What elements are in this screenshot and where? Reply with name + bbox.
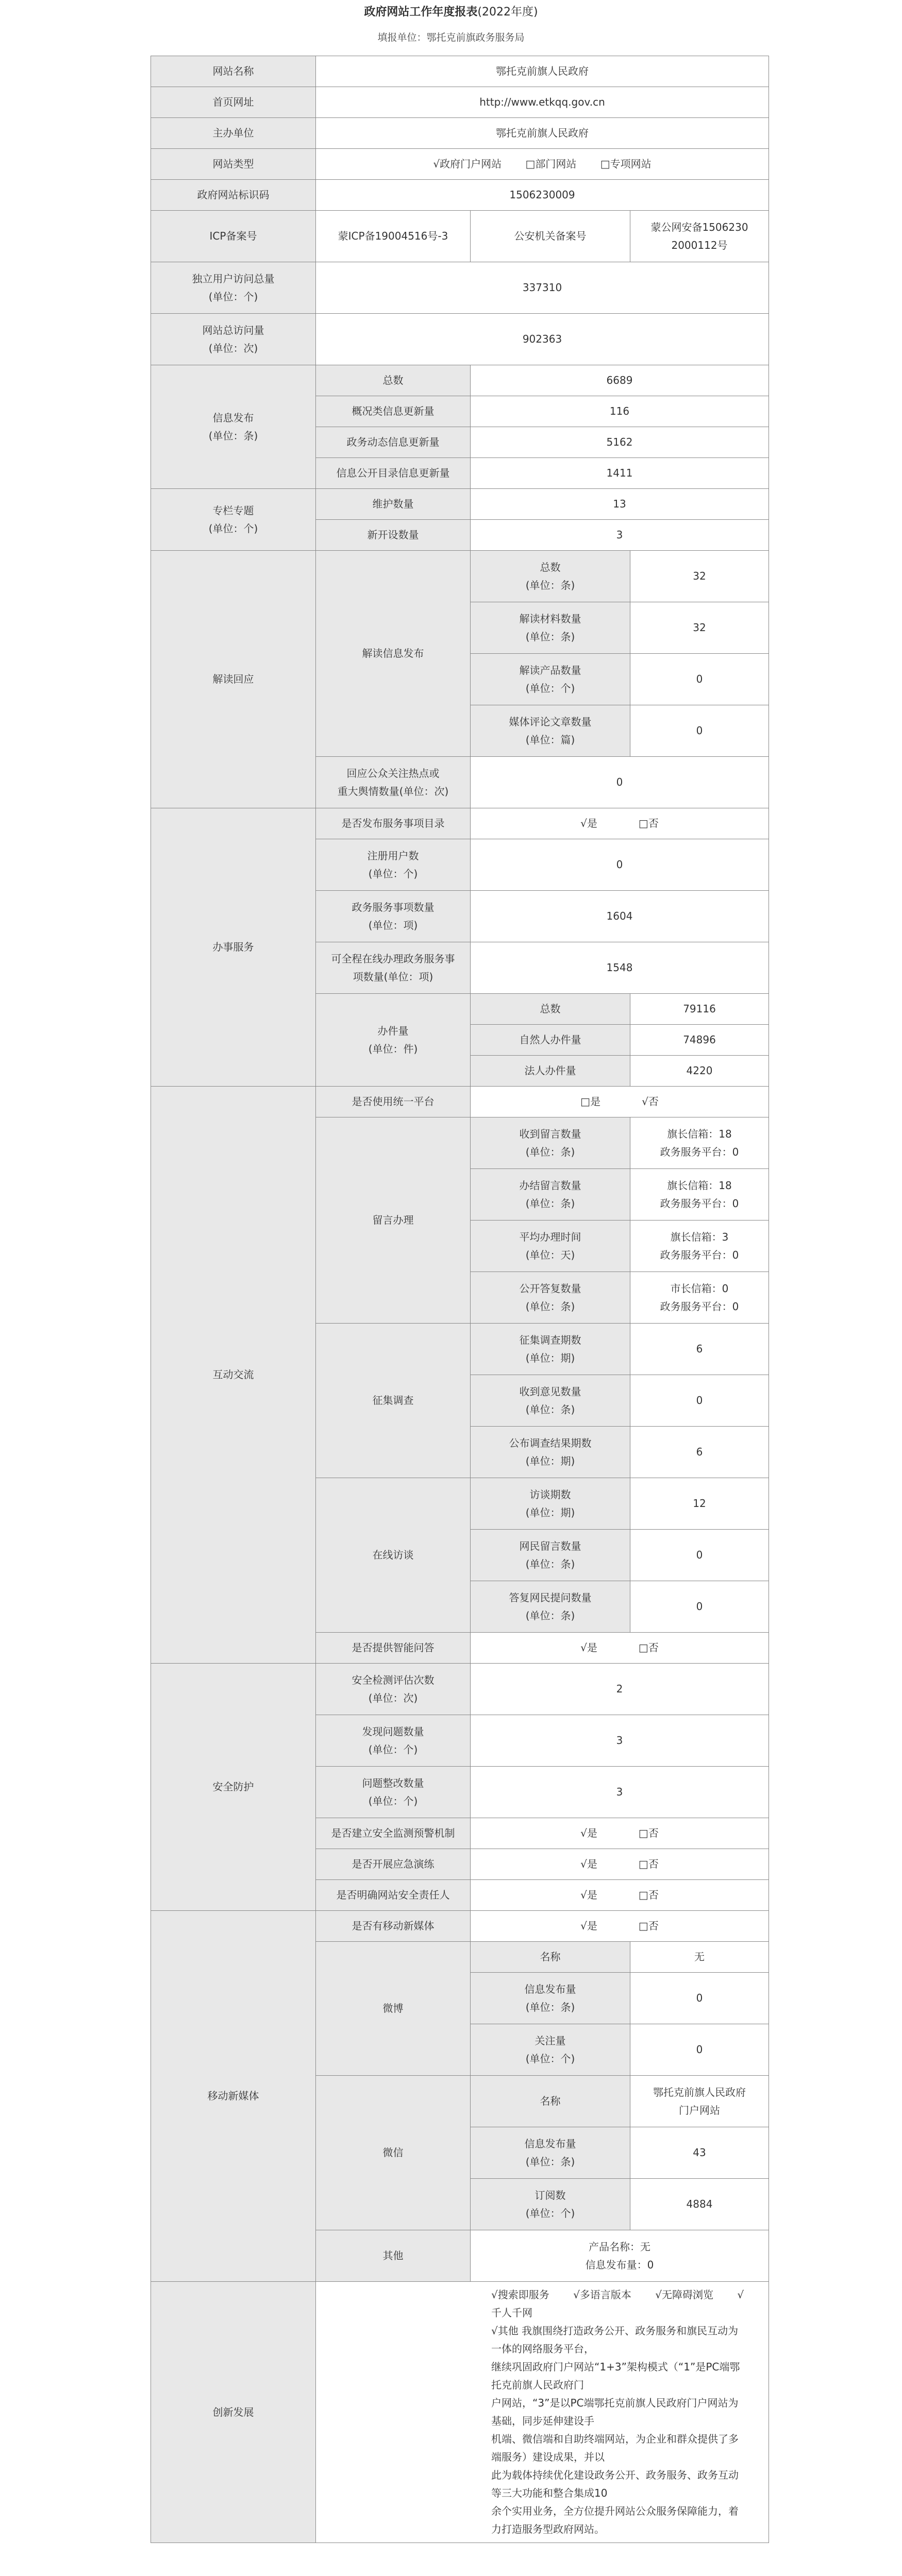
interp-row: 媒体评论文章数量 (单位：篇) 0 [151,705,769,757]
weibo-row: 微博 名称 无 [151,1942,769,1973]
option-portal: √政府门户网站 [433,158,502,170]
row-host: 主办单位 鄂托克前旗人民政府 [151,118,769,149]
mobile-other: 其他 [316,2230,471,2282]
security-yesno-row: 是否开展应急演练 √是 □否 [151,1849,769,1880]
survey-row: 征集调查 征集调查期数 (单位：期) 6 [151,1324,769,1375]
mobile-has-row: 移动新媒体 是否有移动新媒体 √是 □否 [151,1911,769,1942]
option-special: □专项网站 [600,158,652,170]
option-department: □部门网站 [525,158,577,170]
service-catalog-row: 办事服务 是否发布服务事项目录 √是 □否 [151,808,769,839]
homepage-url: http://www.etkqq.gov.cn [316,87,769,118]
online-interview: 在线访谈 [316,1478,471,1633]
survey: 征集调查 [316,1324,471,1478]
report-year: (2022年度) [477,6,538,19]
service-items-row: 政务服务事项数量 (单位：项) 1604 [151,891,769,942]
handle-row: 自然人办件量 74896 [151,1025,769,1056]
weibo: 微博 [316,1942,471,2076]
security-row: 发现问题数量 (单位：个) 3 [151,1715,769,1767]
innovation-row [151,2282,769,2543]
interp-hot-row: 回应公众关注热点或 重大舆情数量(单位：次) 0 [151,757,769,808]
row-icp: ICP备案号 蒙ICP备19004516号-3 公安机关备案号 蒙公网安备1506230 2000112号 [151,211,769,262]
wechat-row: 订阅数 (单位：个) 4884 [151,2179,769,2230]
row-page-views: 网站总访问量 (单位：次) 902363 [151,314,769,365]
security-row: 问题整改数量 (单位：个) 3 [151,1767,769,1818]
category-office-service: 办事服务 [151,808,316,1087]
info-row: 信息公开目录信息更新量 1411 [151,458,769,489]
column-row: 专栏专题 (单位：个) 维护数量 13 [151,489,769,520]
survey-row: 公布调查结果期数 (单位：期) 6 [151,1427,769,1478]
handle-volume: 办件量 (单位：件) [316,994,471,1087]
msg-row: 公开答复数量 (单位：条) 市长信箱：0 政务服务平台：0 [151,1272,769,1324]
category-interpretation: 解读回应 [151,551,316,808]
service-online-row: 可全程在线办理政务服务事 项数量(单位：项) 1548 [151,942,769,994]
category-info-release: 信息发布 (单位：条) [151,365,316,489]
innovation-content: √搜索即服务 √多语言版本 √无障碍浏览 √千人千网 √其他 我旗围绕打造政务公开、政务服务和旗民互动为一体的网络服务平台， 继续巩固政府门户网站“1+3”架构模式（“1”是PC端鄂托克前旗人民政府门 户网站，“3”是以PC端鄂托克前旗人民政府门户网站为基础，同步延伸建设手 机端、微信端和自助终端网站，为企业和群众提供了多端服务）建设成果，并以 此为载体持续优化建设政务公开、政务服务、政务互动等三大功能和整合集成10 余个实用业务，全方位提升网站公众服务保障能力，着力打造服务型政府网站。 [316,2282,769,2543]
wechat-row: 微信 名称 鄂托克前旗人民政府 门户网站 [151,2076,769,2127]
wechat: 微信 [316,2076,471,2230]
column-row: 新开设数量 3 [151,520,769,551]
report-table [151,56,769,2543]
talk-row: 网民留言数量 (单位：条) 0 [151,1530,769,1581]
service-users-row: 注册用户数 (单位：个) 0 [151,839,769,891]
security-yesno-row: 是否建立安全监测预警机制 √是 □否 [151,1818,769,1849]
msg-row: 办结留言数量 (单位：条) 旗长信箱：18 政务服务平台：0 [151,1169,769,1221]
mobile-other-row: 其他 产品名称：无 信息发布量：0 [151,2230,769,2282]
info-row: 政务动态信息更新量 5162 [151,427,769,458]
security-yesno-row: 是否明确网站安全责任人 √是 □否 [151,1880,769,1911]
weibo-row: 关注量 (单位：个) 0 [151,2024,769,2076]
message-handling: 留言办理 [316,1117,471,1324]
report-title: 政府网站工作年度报表(2022年度) [364,6,538,19]
row-site-code: 政府网站标识码 1506230009 [151,180,769,211]
msg-row: 留言办理 收到留言数量 (单位：条) 旗长信箱：18 政务服务平台：0 [151,1117,769,1169]
row-site-name: 网站名称 鄂托克前旗人民政府 [151,56,769,87]
talk-row: 答复网民提问数量 (单位：条) 0 [151,1581,769,1633]
row-unique-visitors: 独立用户访问总量 (单位：个) 337310 [151,262,769,314]
category-column-topics: 专栏专题 (单位：个) [151,489,316,551]
msg-row: 平均办理时间 (单位：天) 旗长信箱：3 政务服务平台：0 [151,1221,769,1272]
interp-release: 解读信息发布 [316,551,471,757]
interp-row: 解读产品数量 (单位：个) 0 [151,654,769,705]
smart-qa-row: 是否提供智能问答 √是 □否 [151,1633,769,1664]
platform-row: 互动交流 是否使用统一平台 □是 √否 [151,1087,769,1117]
weibo-row: 信息发布量 (单位：条) 0 [151,1973,769,2024]
security-row: 安全防护 安全检测评估次数 (单位：次) 2 [151,1664,769,1715]
handle-row: 法人办件量 4220 [151,1056,769,1087]
category-mobile-media: 移动新媒体 [151,1911,316,2282]
interp-row: 解读材料数量 (单位：条) 32 [151,602,769,654]
row-homepage: 首页网址 http://www.etkqq.gov.cn [151,87,769,118]
survey-row: 收到意见数量 (单位：条) 0 [151,1375,769,1427]
row-site-type: 网站类型 √政府门户网站 □部门网站 □专项网站 [151,149,769,180]
info-row: 信息发布 (单位：条) 总数 6689 [151,365,769,396]
category-innovation: 创新发展 [151,2282,316,2543]
info-row: 概况类信息更新量 116 [151,396,769,427]
filing-unit: 填报单位：鄂托克前旗政务服务局 [377,32,525,43]
interp-row: 解读回应 解读信息发布 总数 (单位：条) 32 [151,551,769,602]
category-interaction: 互动交流 [151,1087,316,1664]
category-security: 安全防护 [151,1664,316,1911]
handle-row: 办件量 (单位：件) 总数 79116 [151,994,769,1025]
talk-row: 在线访谈 访谈期数 (单位：期) 12 [151,1478,769,1530]
wechat-row: 信息发布量 (单位：条) 43 [151,2127,769,2179]
